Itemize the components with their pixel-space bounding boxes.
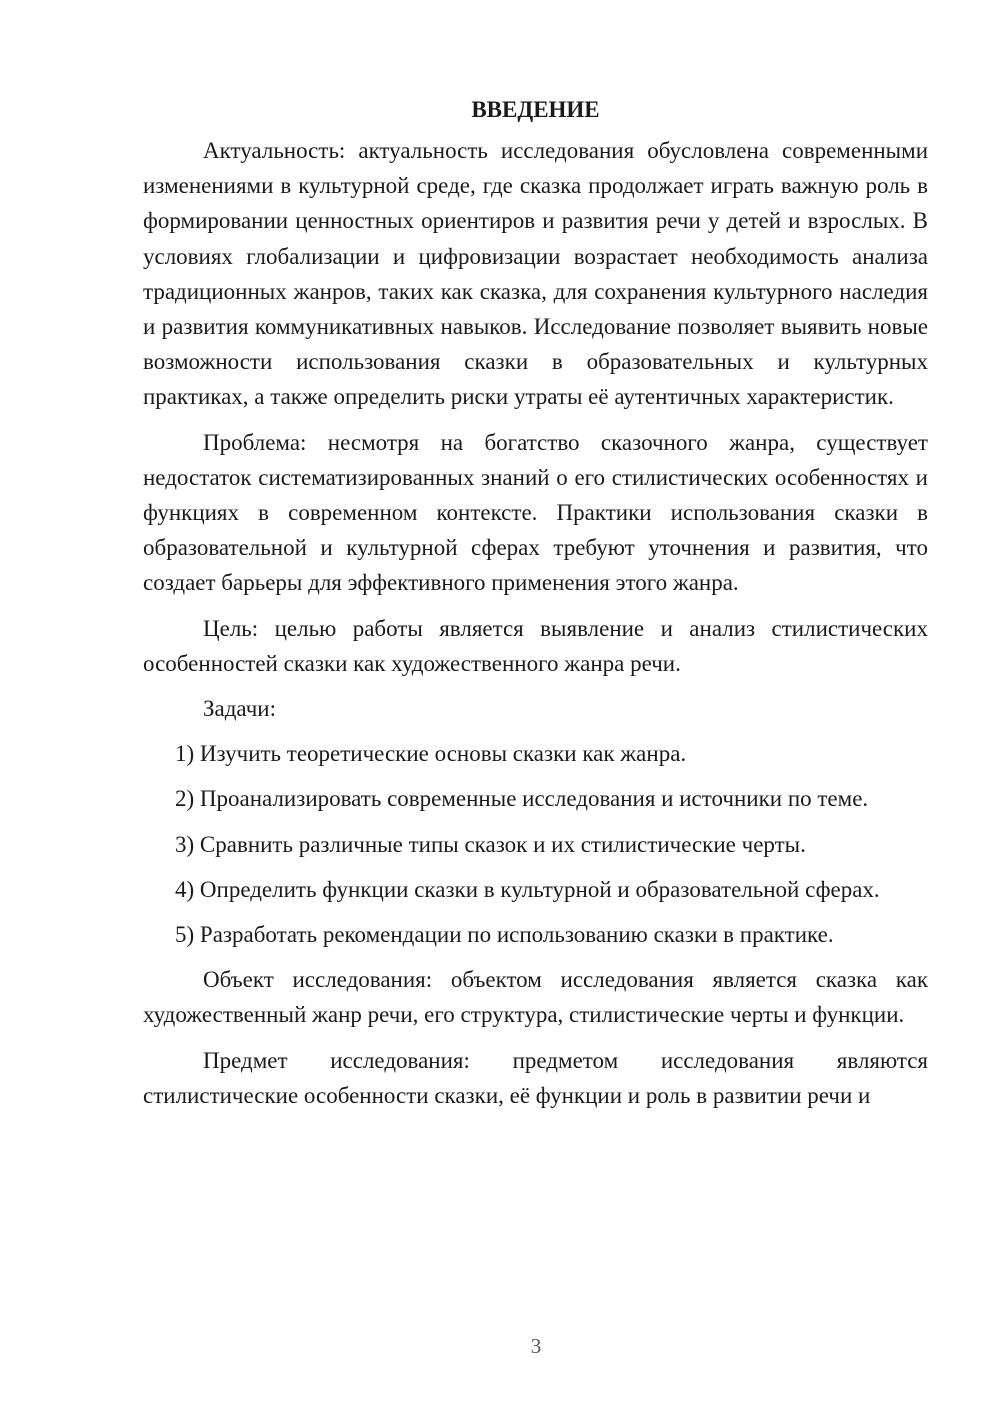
task-item-3: 3) Сравнить различные типы сказок и их стилистические черты.: [175, 831, 806, 857]
tasks-heading: Задачи:: [203, 696, 276, 722]
paragraph-subject: Предмет исследования: предметом исследования являются стилистические особенности сказки, её функции и роль в развитии речи и: [143, 1047, 928, 1108]
paragraph-problem: Проблема: несмотря на богатство сказочного жанра, существует недостаток систематизированных знаний о его стилистических особенностях и функциях в современном контексте. Практики использования сказки в образовательной и культурной сферах требуют уточнения и развития, что создает барьеры для эффективного применения этого жанра.: [143, 429, 928, 596]
page-content: [143, 92, 928, 1123]
paragraph-object: Объект исследования: объектом исследования является сказка как художественный жанр речи, его структура, стилистические черты и функции.: [143, 967, 928, 1028]
task-item-5: 5) Разработать рекомендации по использованию сказки в практике.: [175, 922, 834, 948]
paragraph-goal: Цель: целью работы является выявление и анализ стилистических особенностей сказки как художественного жанра речи.: [143, 615, 928, 676]
task-item-2: 2) Проанализировать современные исследования и источники по теме.: [175, 786, 869, 812]
section-title: ВВЕДЕНИЕ: [471, 97, 600, 122]
task-item-4: 4) Определить функции сказки в культурной и образовательной сферах.: [175, 876, 880, 902]
page-number: 3: [530, 1334, 542, 1358]
paragraph-relevance: Актуальность: актуальность исследования обусловлена современными изменениями в культурной среде, где сказка продолжает играть важную роль в формировании ценностных ориентиров и развития речи у детей и взрослых. В условиях глобализации и цифровизации возрастает необходимость анализа традиционных жанров, таких как сказка, для сохранения культурного наследия и развития коммуникативных навыков. Исследование позволяет выявить новые возможности использования сказки в образовательных и культурных практиках, а также определить риски утраты её аутентичных характеристик.: [143, 138, 928, 410]
task-item-1: 1) Изучить теоретические основы сказки как жанра.: [175, 741, 687, 767]
